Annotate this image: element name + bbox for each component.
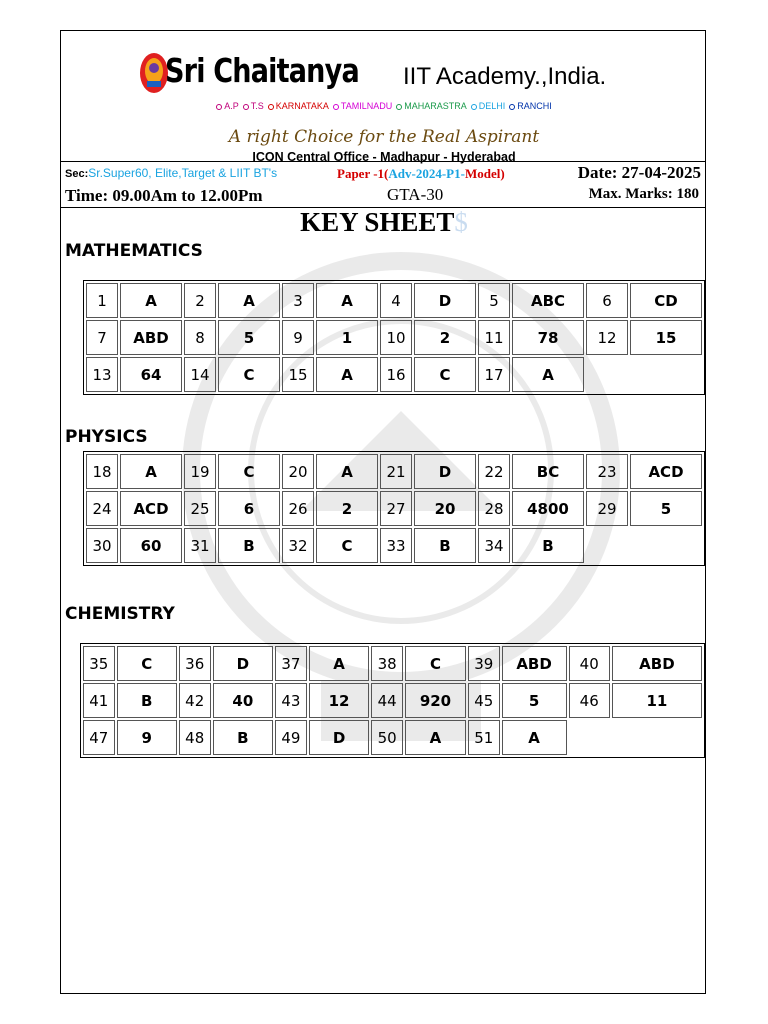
question-number: 19: [184, 454, 216, 489]
question-number: 45: [468, 683, 500, 718]
answer-key: BC: [512, 454, 584, 489]
table-row: [86, 528, 702, 563]
answer-key: ABD: [120, 320, 182, 355]
question-number: 2: [184, 283, 216, 318]
question-number: 48: [179, 720, 211, 755]
answer-key: C: [218, 357, 280, 392]
answer-key: ABD: [502, 646, 567, 681]
question-number: 10: [380, 320, 412, 355]
answer-key: 60: [120, 528, 182, 563]
state-label: MAHARASTRA: [404, 101, 467, 111]
office-address: ICON Central Office - Madhapur - Hyderabad: [252, 150, 516, 164]
question-number: 35: [83, 646, 115, 681]
question-number: 50: [371, 720, 403, 755]
answer-key: A: [316, 283, 378, 318]
question-number: 17: [478, 357, 510, 392]
page-title: [61, 207, 706, 238]
answer-key: A: [120, 454, 182, 489]
answer-key: D: [309, 720, 370, 755]
table-row: [86, 357, 702, 392]
answer-key: 920: [405, 683, 466, 718]
question-number: 38: [371, 646, 403, 681]
answer-key: 9: [117, 720, 177, 755]
question-number: 47: [83, 720, 115, 755]
exam-time: Time: 09.00Am to 12.00Pm: [65, 186, 263, 205]
question-number: 44: [371, 683, 403, 718]
question-number: 36: [179, 646, 211, 681]
empty-cell: [586, 357, 628, 392]
answer-key: 1: [316, 320, 378, 355]
answer-key: ABC: [512, 283, 584, 318]
state-ts: [243, 101, 264, 111]
question-number: 4: [380, 283, 412, 318]
question-number: 7: [86, 320, 118, 355]
question-number: 6: [586, 283, 628, 318]
answer-key: C: [117, 646, 177, 681]
paper-info: [337, 166, 505, 182]
question-number: 23: [586, 454, 628, 489]
question-number: 41: [83, 683, 115, 718]
question-number: 16: [380, 357, 412, 392]
section-title-chemistry: CHEMISTRY: [65, 604, 175, 624]
question-number: 20: [282, 454, 314, 489]
answer-key: 2: [316, 491, 378, 526]
answer-key: 20: [414, 491, 476, 526]
question-number: 31: [184, 528, 216, 563]
question-number: 24: [86, 491, 118, 526]
answer-key: ABD: [612, 646, 702, 681]
question-number: 46: [569, 683, 610, 718]
question-number: 13: [86, 357, 118, 392]
flower-bullet-icon: [333, 104, 339, 110]
empty-cell: [612, 720, 702, 755]
question-number: 3: [282, 283, 314, 318]
answer-key: 78: [512, 320, 584, 355]
question-number: 25: [184, 491, 216, 526]
section-info: [65, 166, 277, 180]
info-row-section: [61, 161, 706, 184]
answer-key: B: [512, 528, 584, 563]
answer-key: 4800: [512, 491, 584, 526]
answer-key: D: [213, 646, 274, 681]
answer-key: B: [117, 683, 177, 718]
section-label: Sec:: [65, 168, 89, 180]
question-number: 33: [380, 528, 412, 563]
table-row: [86, 491, 702, 526]
table-row: [86, 283, 702, 318]
paper-suffix: Model): [464, 166, 505, 181]
answer-key: 2: [414, 320, 476, 355]
answer-key: A: [502, 720, 567, 755]
flower-bullet-icon: [396, 104, 402, 110]
answer-key: D: [414, 283, 476, 318]
max-marks: Max. Marks: 180: [588, 186, 699, 202]
answer-key: 5: [218, 320, 280, 355]
answer-key: D: [414, 454, 476, 489]
answer-key: A: [316, 454, 378, 489]
state-label: A.P: [224, 101, 239, 111]
question-number: 14: [184, 357, 216, 392]
answer-key: 15: [630, 320, 702, 355]
empty-cell: [586, 528, 628, 563]
brand-subtitle: IIT Academy.,India.: [403, 63, 607, 90]
question-number: 1: [86, 283, 118, 318]
question-number: 11: [478, 320, 510, 355]
state-label: TAMILNADU: [340, 101, 393, 111]
tagline: A right Choice for the Real Aspirant: [228, 127, 540, 147]
state-maharastra: [396, 101, 467, 111]
question-number: 51: [468, 720, 500, 755]
test-name: GTA-30: [387, 185, 444, 204]
state-tamilnadu: [333, 101, 392, 111]
section-title-mathematics: MATHEMATICS: [65, 241, 203, 261]
question-number: 9: [282, 320, 314, 355]
answer-key: 5: [502, 683, 567, 718]
answer-key: C: [414, 357, 476, 392]
question-number: 22: [478, 454, 510, 489]
page-title-text: KEY SHEET: [300, 207, 455, 237]
question-number: 28: [478, 491, 510, 526]
exam-date: Date: 27-04-2025: [577, 163, 701, 182]
answer-key: A: [218, 283, 280, 318]
answer-key: A: [512, 357, 584, 392]
empty-cell: [630, 357, 702, 392]
answer-key: 40: [213, 683, 274, 718]
question-number: 15: [282, 357, 314, 392]
flower-bullet-icon: [216, 104, 222, 110]
state-karnataka: [268, 101, 329, 111]
empty-cell: [630, 528, 702, 563]
key-table-mathematics: [83, 280, 705, 395]
answer-key: C: [316, 528, 378, 563]
answer-key: CD: [630, 283, 702, 318]
question-number: 21: [380, 454, 412, 489]
answer-key: ACD: [630, 454, 702, 489]
question-number: 29: [586, 491, 628, 526]
table-row: [86, 454, 702, 489]
question-number: 43: [275, 683, 307, 718]
answer-key: 12: [309, 683, 370, 718]
question-number: 32: [282, 528, 314, 563]
state-label: T.S: [250, 101, 264, 111]
question-number: 18: [86, 454, 118, 489]
header: [61, 45, 706, 164]
question-number: 27: [380, 491, 412, 526]
brand-line: [61, 45, 706, 95]
state-ap: [216, 101, 239, 111]
answer-key: A: [309, 646, 370, 681]
answer-key: B: [414, 528, 476, 563]
question-number: 49: [275, 720, 307, 755]
state-delhi: [471, 101, 506, 111]
key-sheet-page: [60, 30, 706, 994]
table-row: [86, 320, 702, 355]
question-number: 39: [468, 646, 500, 681]
answer-key: 11: [612, 683, 702, 718]
info-row-time: [61, 183, 706, 208]
question-number: 37: [275, 646, 307, 681]
table-row: [83, 683, 702, 718]
table-row: [83, 720, 702, 755]
question-number: 30: [86, 528, 118, 563]
question-number: 26: [282, 491, 314, 526]
page-title-mark: $: [454, 207, 468, 237]
question-number: 8: [184, 320, 216, 355]
question-number: 12: [586, 320, 628, 355]
state-label: KARNATAKA: [275, 101, 329, 111]
answer-key: ACD: [120, 491, 182, 526]
key-table-physics: [83, 451, 705, 566]
state-label: RANCHI: [517, 101, 552, 111]
empty-cell: [569, 720, 610, 755]
flower-bullet-icon: [268, 104, 274, 110]
brand-name: Sri Chaitanya: [165, 51, 359, 90]
answer-key: A: [316, 357, 378, 392]
question-number: 42: [179, 683, 211, 718]
answer-key: A: [405, 720, 466, 755]
answer-key: B: [218, 528, 280, 563]
section-value: Sr.Super60, Elite,Target & LIIT BT's: [88, 166, 278, 180]
state-label: DELHI: [478, 101, 506, 111]
question-number: 34: [478, 528, 510, 563]
answer-key: 64: [120, 357, 182, 392]
answer-key: B: [213, 720, 274, 755]
flower-bullet-icon: [471, 104, 477, 110]
answer-key: A: [120, 283, 182, 318]
flower-bullet-icon: [509, 104, 515, 110]
paper-model: Adv-2024-P1-: [388, 166, 465, 181]
question-number: 5: [478, 283, 510, 318]
flower-bullet-icon: [243, 104, 249, 110]
answer-key: 5: [630, 491, 702, 526]
state-ranchi: [509, 101, 552, 111]
answer-key: C: [218, 454, 280, 489]
answer-key: C: [405, 646, 466, 681]
question-number: 40: [569, 646, 610, 681]
table-row: [83, 646, 702, 681]
section-title-physics: PHYSICS: [65, 427, 148, 447]
paper-label: Paper -1(: [337, 166, 389, 181]
state-list: [61, 101, 706, 111]
key-table-chemistry: [80, 643, 705, 758]
answer-key: 6: [218, 491, 280, 526]
